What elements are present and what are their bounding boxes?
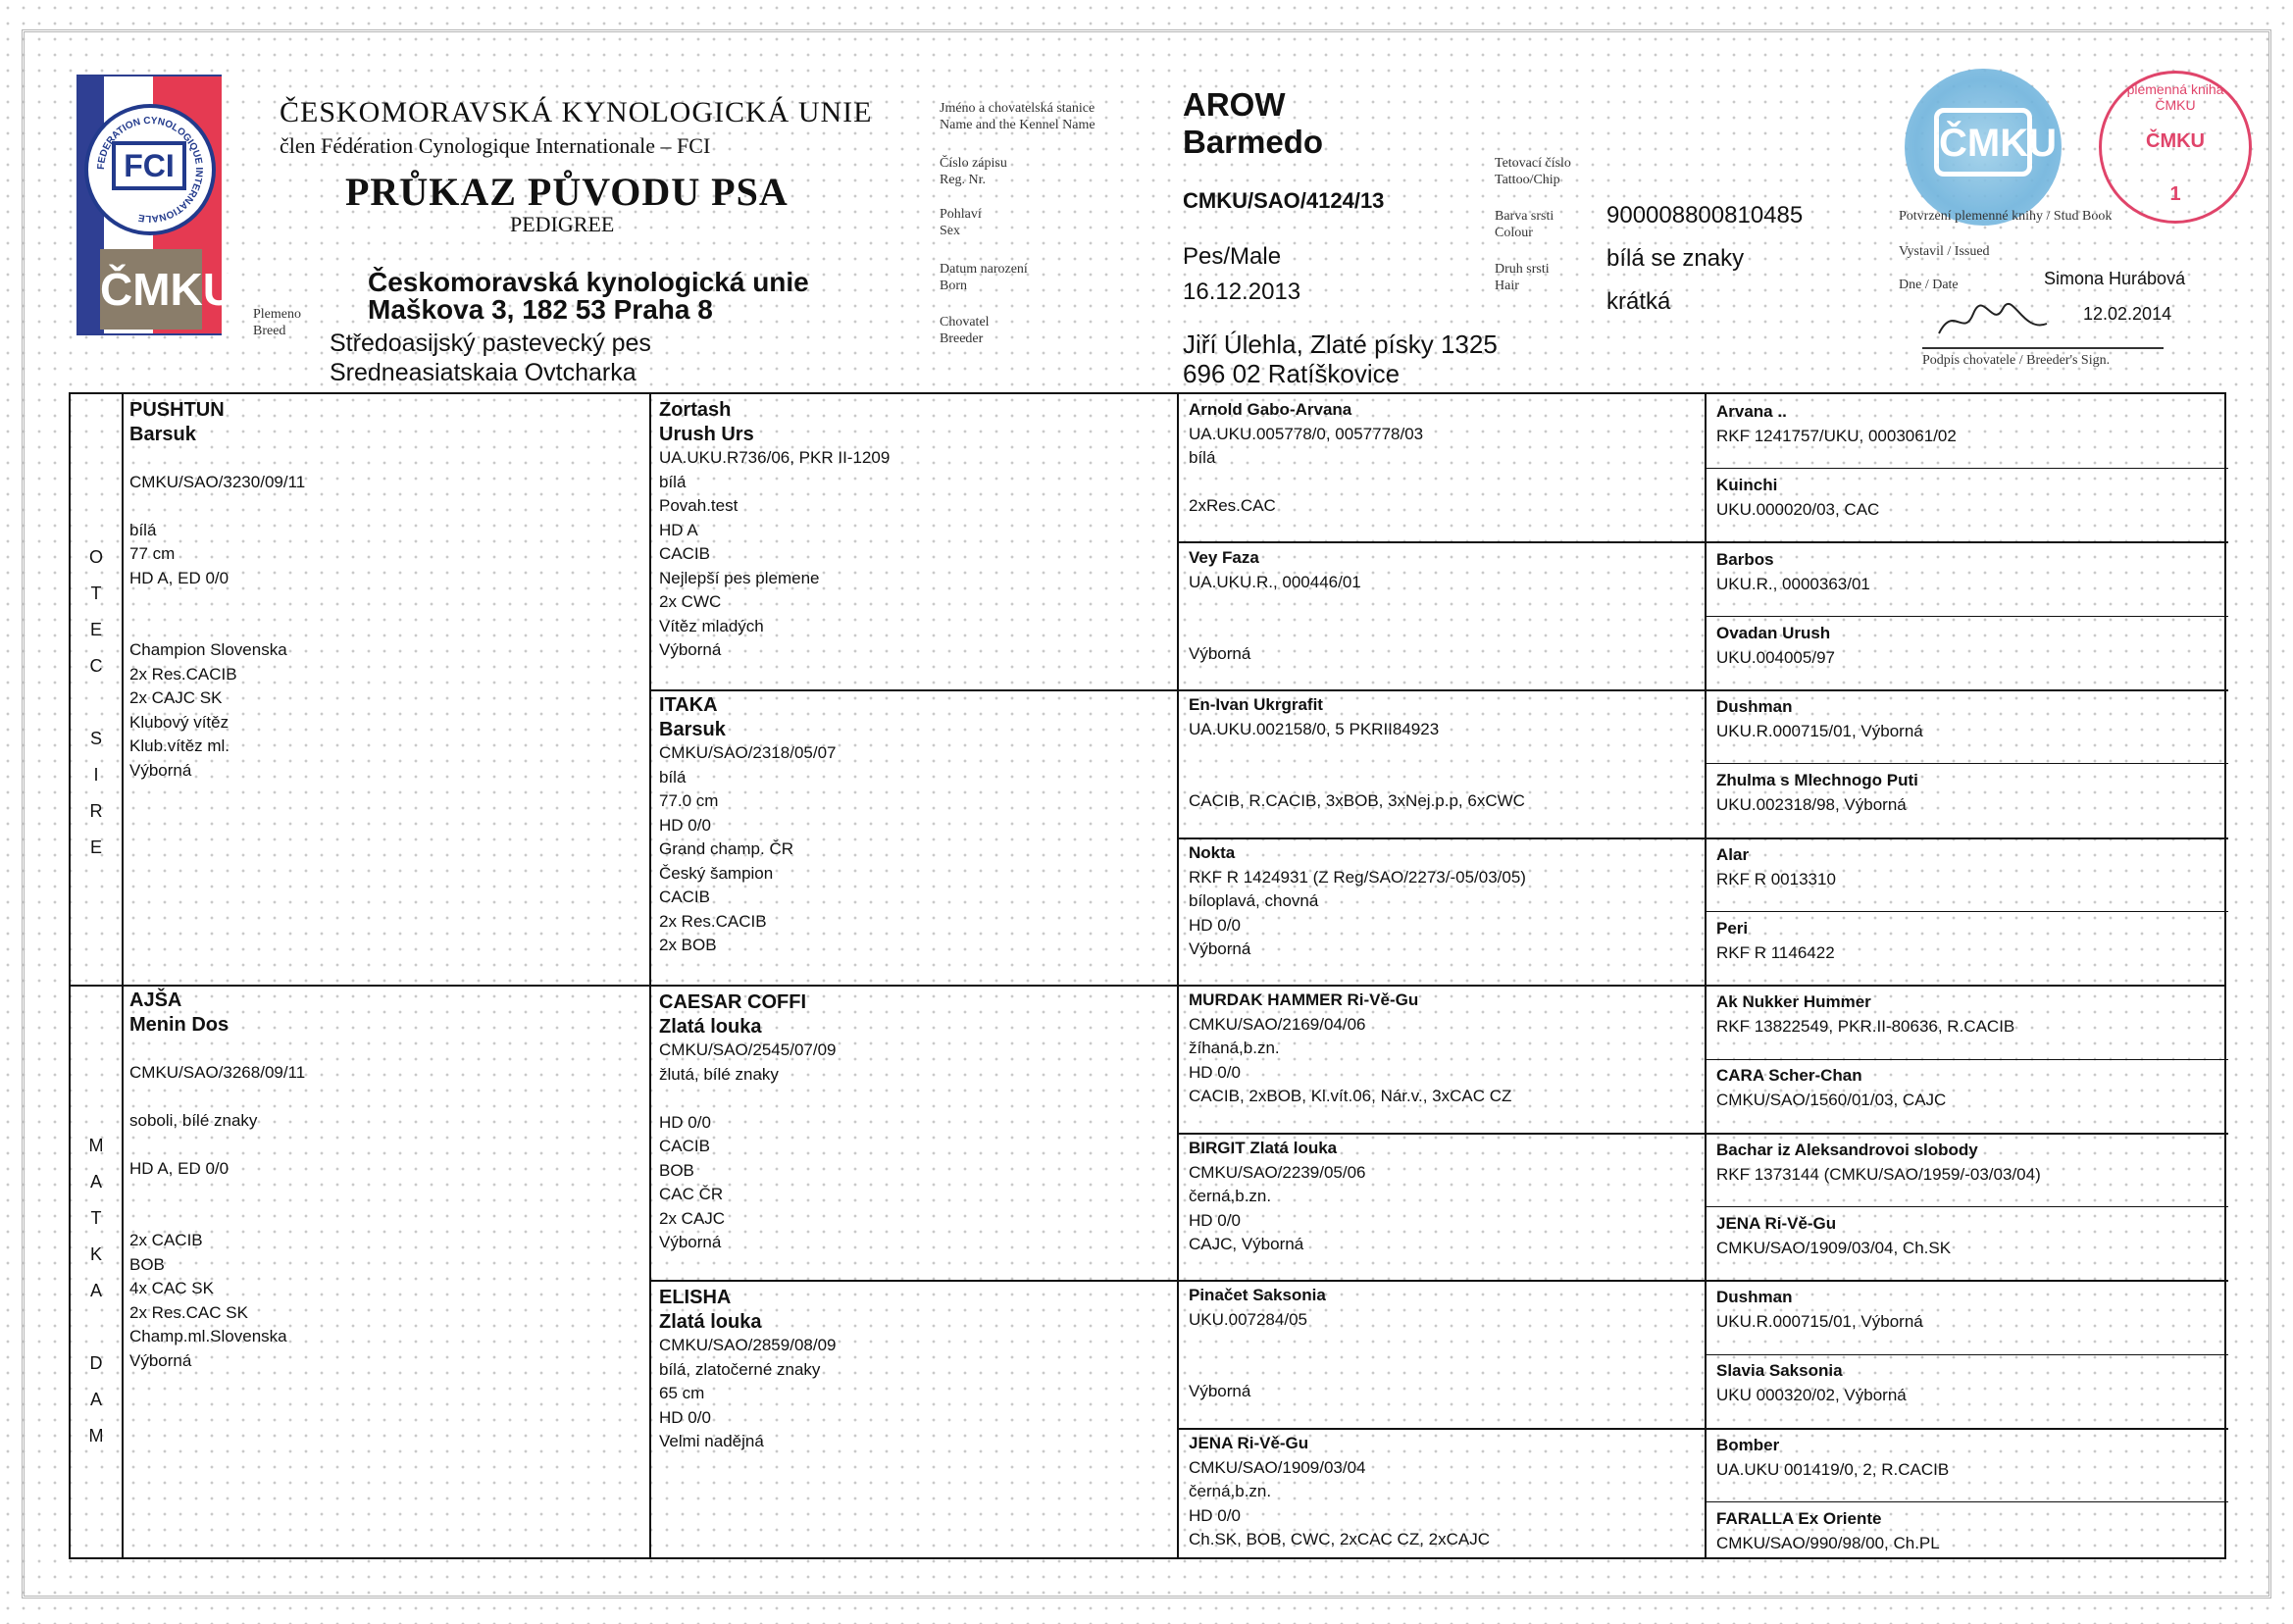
breed-label: Plemeno Breed	[253, 307, 301, 338]
dog-detail-line: CACIB, 2xBOB, Kl.vít.06, Nár.v., 3xCAC CZ	[1189, 1087, 1512, 1105]
side-letter: D	[89, 1353, 103, 1373]
dam-side-label	[84, 1128, 108, 1454]
dog-detail-line: CACIB	[659, 888, 710, 906]
date-label: Dne / Date	[1899, 278, 1959, 292]
great-grandparent-cell	[1189, 989, 1699, 1109]
dog-detail-line: Klub.vítěz ml.	[129, 736, 230, 755]
dog-name-line: Urush Urs	[659, 423, 754, 445]
dog-detail-line: 2x BOB	[659, 936, 717, 954]
dog-detail-line: 65 cm	[659, 1384, 705, 1402]
dog-detail-line: RKF R 1146422	[1716, 942, 1835, 962]
side-letter: M	[88, 1136, 104, 1155]
dog-detail-line: Ch.SK, BOB, CWC, 2xCAC CZ, 2xCAJC	[1189, 1530, 1490, 1548]
dog-name-line: Zhulma s Mlechnogo Puti	[1716, 771, 1918, 789]
dog-detail-line: Grand champ. ČR	[659, 839, 793, 858]
dog-detail-line: HD A	[659, 520, 698, 539]
dog-detail-line: černá,b.zn.	[1189, 1187, 1272, 1205]
side-letter: O	[88, 547, 103, 567]
dog-detail-line: UKU.R., 0000363/01	[1716, 574, 1870, 593]
dog-name-line: JENA Ri-Vě-Gu	[1716, 1214, 1837, 1233]
gg-grandparent-cell	[1716, 695, 2222, 743]
dog-detail-line: UKU 000320/02, Výborná	[1716, 1385, 1907, 1404]
dog-detail-line: 2x CAJC	[659, 1208, 726, 1228]
grandparent-cell	[659, 1286, 1169, 1454]
dog-detail-line: Výborná	[659, 640, 722, 659]
dog-detail-line: 2x Res.CACIB	[659, 911, 767, 931]
cmku-hologram-stamp: ČMKU	[1905, 69, 2062, 226]
dog-name-line: Barbos	[1716, 550, 1774, 569]
dog-name-line: Ak Nukker Hummer	[1716, 992, 1871, 1011]
breeder-line2: 696 02 Ratíškovice	[1183, 359, 1401, 388]
org-title: ČESKOMORAVSKÁ KYNOLOGICKÁ UNIE	[280, 96, 873, 128]
dog-detail-line: UKU.000020/03, CAC	[1716, 499, 1880, 519]
breeder-label: Chovatel Breeder	[940, 315, 990, 346]
hair-value: krátká	[1606, 288, 1671, 315]
dog-detail-line: CACIB	[659, 1137, 710, 1155]
dog-detail-line: Champ.ml.Slovenska	[129, 1327, 287, 1345]
dog-detail-line: HD 0/0	[1189, 1210, 1241, 1230]
dog-detail-line	[129, 590, 639, 615]
dog-detail-line: UKU.R.000715/01, Výborná	[1716, 721, 1923, 740]
chip-label: Tetovací číslo Tattoo/Chip	[1495, 156, 1571, 187]
dog-detail-line: UA.UKU 001419/0, 2, R.CACIB	[1716, 1459, 1950, 1479]
dog-detail-line: 77 cm	[129, 544, 176, 563]
dog-detail-line: UKU.002318/98, Výborná	[1716, 794, 1907, 814]
side-letter: E	[89, 837, 102, 857]
dog-detail-line	[659, 1087, 1169, 1111]
dog-detail-line: UA.UKU.R., 000446/01	[1189, 572, 1361, 591]
great-grandparent-cell	[1189, 546, 1699, 667]
dog-detail-line: bílá	[129, 520, 157, 539]
gg-grandparent-cell	[1716, 400, 2222, 448]
dog-detail-line: Výborná	[1189, 1382, 1251, 1400]
dog-detail-line	[1189, 471, 1699, 495]
dog-detail-line: CMKU/SAO/1560/01/03, CAJC	[1716, 1090, 1947, 1109]
dog-name-line: ITAKA	[659, 694, 718, 716]
cmku-flag-logo	[76, 75, 235, 335]
dog-detail-line: HD 0/0	[659, 1112, 711, 1132]
dog-name-line: Bachar iz Aleksandrovoi slobody	[1716, 1141, 1978, 1159]
great-grandparent-cell	[1189, 1284, 1699, 1404]
dog-detail-line: CMKU/SAO/2318/05/07	[659, 743, 837, 762]
dog-detail-line: HD 0/0	[659, 1407, 711, 1427]
cmku-logo-text: ČMKU	[100, 249, 202, 330]
dog-name-line: Dushman	[1716, 1288, 1793, 1306]
dog-detail-line	[129, 1181, 639, 1205]
side-letter	[84, 685, 108, 721]
kennel-name: Barmedo	[1183, 124, 1324, 160]
dog-detail-line: RKF 13822549, PKR.II-80636, R.CACIB	[1716, 1016, 2015, 1036]
chip-value: 900008800810485	[1606, 202, 1804, 228]
studbook-confirm-label: Potvrzení plemenné knihy / Stud Book	[1899, 209, 2113, 224]
grandparent-cell	[659, 693, 1169, 958]
dog-detail-line: Výborná	[129, 1350, 192, 1370]
dog-name-line: JENA Ri-Vě-Gu	[1189, 1434, 1309, 1452]
dog-detail-line: Champion Slovenska	[129, 640, 287, 659]
pedigree-table	[69, 392, 2226, 1559]
dog-name-line: Pinačet Saksonia	[1189, 1286, 1326, 1304]
dog-name-line: ELISHA	[659, 1287, 732, 1308]
dog-detail-line: 2x Res.CAC SK	[129, 1302, 248, 1322]
gg-grandparent-cell	[1716, 843, 2222, 891]
dog-name-line: Vey Faza	[1189, 548, 1259, 567]
sire-side-label	[84, 539, 108, 866]
side-letter: A	[89, 1390, 102, 1409]
gg-grandparent-cell	[1716, 622, 2222, 670]
dam-cell	[129, 989, 639, 1373]
dog-detail-line: HD 0/0	[1189, 1505, 1241, 1525]
gg-grandparent-cell	[1716, 1286, 2222, 1334]
dog-name-line: FARALLA Ex Oriente	[1716, 1509, 1882, 1528]
dog-detail-line: Velmi nadějná	[659, 1432, 764, 1450]
side-letter: I	[93, 765, 99, 785]
dog-detail-line: CMKU/SAO/2239/05/06	[1189, 1162, 1366, 1182]
dog-detail-line: CMKU/SAO/3268/09/11	[129, 1062, 306, 1082]
issued-label: Vystavil / Issued	[1899, 244, 1990, 259]
doc-subtitle: PEDIGREE	[510, 212, 615, 236]
grandparent-cell	[659, 398, 1169, 663]
dog-detail-line: UA.UKU.005778/0, 0057778/03	[1189, 424, 1424, 443]
dog-name-line: CAESAR COFFI	[659, 991, 806, 1013]
dog-detail-line: CMKU/SAO/3230/09/11	[129, 472, 306, 491]
great-grandparent-cell	[1189, 1432, 1699, 1552]
gg-grandparent-cell	[1716, 1064, 2222, 1112]
dog-name-line: Zlatá louka	[659, 1310, 762, 1333]
dog-name-line: Zortash	[659, 399, 732, 421]
dog-name-line: Alar	[1716, 845, 1750, 864]
dog-name-line: Bomber	[1716, 1436, 1780, 1454]
org-address: Maškova 3, 182 53 Praha 8	[368, 294, 713, 325]
org-member: člen Fédération Cynologique Internationale – FCI	[280, 133, 711, 158]
dog-detail-line: Český šampion	[659, 863, 774, 883]
dog-detail-line: 2x Res.CACIB	[129, 664, 237, 684]
dog-detail-line	[129, 615, 639, 639]
dog-name-line: Arvana ..	[1716, 402, 1787, 421]
dog-name-line: BIRGIT Zlatá louka	[1189, 1139, 1338, 1157]
dog-detail-line: bílá	[659, 767, 687, 787]
born-value: 16.12.2013	[1183, 279, 1301, 305]
dog-detail-line: černá,b.zn.	[1189, 1482, 1272, 1500]
breed-name-cz: Středoasijský pastevecký pes	[330, 330, 651, 357]
dog-detail-line: Nejlepší pes plemene	[659, 568, 820, 587]
dog-name-line: PUSHTUN	[129, 399, 225, 421]
side-letter: T	[90, 1208, 102, 1228]
reg-label: Číslo zápisu Reg. Nr.	[940, 156, 1007, 187]
dog-name-line: Nokta	[1189, 843, 1236, 862]
dog-name-line: CARA Scher-Chan	[1716, 1066, 1862, 1085]
dog-detail-line: 2x CWC	[659, 592, 722, 611]
signature-scribble	[1934, 294, 2052, 343]
dog-detail-line	[1189, 741, 1699, 766]
dog-detail-line	[1189, 619, 1699, 643]
dog-name-line: Menin Dos	[129, 1013, 229, 1036]
side-letter	[84, 1309, 108, 1345]
gg-grandparent-cell	[1716, 1434, 2222, 1482]
great-grandparent-cell	[1189, 1137, 1699, 1257]
gg-grandparent-cell	[1716, 1139, 2222, 1187]
colour-label: Barva srsti Colour	[1495, 209, 1554, 240]
dog-detail-line: UKU.004005/97	[1716, 647, 1835, 667]
gg-grandparent-cell	[1716, 1212, 2222, 1260]
great-grandparent-cell	[1189, 398, 1699, 519]
org-name: Českomoravská kynologická unie	[368, 267, 809, 297]
born-label: Datum narození Born	[940, 262, 1028, 293]
dog-detail-line: HD 0/0	[659, 815, 711, 835]
dog-detail-line: HD 0/0	[1189, 915, 1241, 935]
gg-grandparent-cell	[1716, 769, 2222, 817]
side-letter: A	[89, 1172, 102, 1192]
dog-detail-line: RKF 1241757/UKU, 0003061/02	[1716, 426, 1957, 445]
sex-label: Pohlaví Sex	[940, 207, 982, 238]
dog-detail-line: RKF 1373144 (CMKU/SAO/1959/-03/03/04)	[1716, 1164, 2041, 1184]
dog-detail-line: UKU.007284/05	[1189, 1309, 1307, 1329]
name-label: Jméno a chovatelská stanice Name and the Kennel Name	[940, 101, 1096, 132]
side-letter: A	[89, 1281, 102, 1300]
dog-detail-line	[1189, 766, 1699, 790]
dog-detail-line: UA.UKU.002158/0, 5 PKRII84923	[1189, 719, 1440, 738]
dog-detail-line: BOB	[659, 1160, 694, 1180]
dog-detail-line: RKF R 1424931 (Z Reg/SAO/2273/-05/03/05)	[1189, 867, 1526, 887]
breeder-line1: Jiří Úlehla, Zlaté písky 1325	[1183, 330, 1498, 359]
dog-detail-line: Výborná	[129, 760, 192, 780]
issue-date: 12.02.2014	[2083, 304, 2172, 324]
dog-detail-line: bílá	[1189, 448, 1216, 467]
side-letter: R	[89, 801, 103, 821]
great-grandparent-cell	[1189, 841, 1699, 962]
grandparent-cell	[659, 990, 1169, 1255]
dog-detail-line: BOB	[129, 1254, 165, 1274]
dog-detail-line: RKF R 0013310	[1716, 869, 1836, 888]
dog-name-line: MURDAK HAMMER Ri-Vě-Gu	[1189, 990, 1419, 1009]
colour-value: bílá se znaky	[1606, 245, 1745, 272]
dog-detail-line	[129, 494, 639, 519]
dog-detail-line: 2x CAJC SK	[129, 688, 223, 707]
gg-grandparent-cell	[1716, 1359, 2222, 1407]
dog-detail-line: UA.UKU.R736/06, PKR II-1209	[659, 448, 891, 467]
dog-name-line: Ovadan Urush	[1716, 624, 1831, 642]
dog-detail-line: CMKU/SAO/990/98/00, Ch.PL	[1716, 1533, 1940, 1552]
dog-detail-line: bílá	[659, 472, 687, 491]
side-letter: K	[89, 1244, 102, 1264]
dog-detail-line: Klubový vítěz	[129, 712, 229, 732]
dog-detail-line: CAJC, Výborná	[1189, 1235, 1304, 1253]
dog-detail-line: Výborná	[1189, 644, 1251, 663]
gg-grandparent-cell	[1716, 917, 2222, 965]
dog-name-line: Barsuk	[129, 423, 196, 445]
breeder-sign-label: Podpis chovatele / Breeder's Sign.	[1922, 347, 2164, 369]
fci-logo-text: FCI	[112, 141, 186, 190]
dog-detail-line: žlutá, bílé znaky	[659, 1064, 779, 1084]
dog-name-line: Zlatá louka	[659, 1015, 762, 1038]
dog-name-line: Arnold Gabo-Arvana	[1189, 400, 1352, 419]
dog-detail-line	[1189, 1356, 1699, 1381]
dog-detail-line	[129, 446, 639, 471]
gg-grandparent-cell	[1716, 474, 2222, 522]
fci-ring-text: FEDERATION CYNOLOGIQUE INTERNATIONALE	[95, 115, 205, 225]
dog-detail-line: 4x CAC SK	[129, 1279, 214, 1297]
dog-name-line: En-Ivan Ukrgrafit	[1189, 695, 1323, 714]
dog-detail-line: CMKU/SAO/1909/03/04	[1189, 1457, 1366, 1477]
side-letter: C	[89, 656, 103, 676]
dog-detail-line	[129, 1037, 639, 1061]
dog-detail-line: HD A, ED 0/0	[129, 568, 229, 587]
dog-detail-line: Povah.test	[659, 496, 739, 515]
dog-detail-line: soboli, bílé znaky	[129, 1110, 258, 1130]
dog-name: AROW	[1183, 86, 1286, 123]
dog-detail-line: CACIB	[659, 544, 710, 563]
sire-cell	[129, 398, 639, 783]
dog-detail-line: CMKU/SAO/2859/08/09	[659, 1336, 837, 1354]
dog-detail-line: HD A, ED 0/0	[129, 1158, 229, 1178]
dog-detail-line: CMKU/SAO/2169/04/06	[1189, 1014, 1366, 1034]
dog-name-line: AJŠA	[129, 990, 182, 1011]
hair-label: Druh srsti Hair	[1495, 262, 1550, 293]
dog-detail-line	[129, 1085, 639, 1109]
dog-detail-line	[1189, 594, 1699, 619]
dog-detail-line: Výborná	[659, 1233, 722, 1251]
side-letter: S	[89, 729, 102, 748]
dog-name-line: Dushman	[1716, 697, 1793, 716]
reg-number: CMKU/SAO/4124/13	[1183, 188, 1385, 213]
dog-name-line: Kuinchi	[1716, 476, 1778, 494]
dog-detail-line: CMKU/SAO/1909/03/04, Ch.SK	[1716, 1238, 1952, 1257]
dog-detail-line: 77.0 cm	[659, 791, 719, 810]
sex-value: Pes/Male	[1183, 243, 1282, 270]
dog-detail-line	[129, 1133, 639, 1157]
gg-grandparent-cell	[1716, 990, 2222, 1039]
great-grandparent-cell	[1189, 693, 1699, 814]
side-letter: M	[88, 1426, 104, 1446]
dog-detail-line: CAC ČR	[659, 1185, 724, 1203]
dog-detail-line: UKU.R.000715/01, Výborná	[1716, 1311, 1923, 1331]
dog-detail-line: 2xRes.CAC	[1189, 496, 1276, 515]
dog-detail-line	[129, 1205, 639, 1230]
dog-detail-line: CACIB, R.CACIB, 3xBOB, 3xNej.p.p, 6xCWC	[1189, 791, 1525, 810]
gg-grandparent-cell	[1716, 1507, 2222, 1555]
breed-name-ru: Sredneasiatskaia Ovtcharka	[330, 359, 637, 386]
doc-title: PRŮKAZ PŮVODU PSA	[345, 170, 789, 214]
dog-detail-line: bíloplavá, chovná	[1189, 891, 1319, 910]
studbook-round-stamp: plemenná kniha ČMKU ČMKU 1	[2099, 71, 2252, 224]
dog-detail-line: Vítěz mladých	[659, 616, 764, 635]
issuer-name: Simona Hurábová	[2044, 269, 2186, 288]
dog-detail-line	[1189, 1332, 1699, 1356]
dog-detail-line: CMKU/SAO/2545/07/09	[659, 1040, 837, 1059]
gg-grandparent-cell	[1716, 548, 2222, 596]
dog-detail-line: žíhaná,b.zn.	[1189, 1039, 1280, 1057]
dog-detail-line: HD 0/0	[1189, 1062, 1241, 1082]
dog-detail-line: 2x CACIB	[129, 1231, 203, 1249]
dog-name-line: Peri	[1716, 919, 1749, 938]
dog-name-line: Slavia Saksonia	[1716, 1361, 1843, 1380]
dog-detail-line: bílá, zlatočerné znaky	[659, 1359, 821, 1379]
dog-name-line: Barsuk	[659, 718, 726, 740]
side-letter: T	[90, 584, 102, 603]
dog-detail-line: Výborná	[1189, 939, 1251, 958]
side-letter: E	[89, 620, 102, 639]
